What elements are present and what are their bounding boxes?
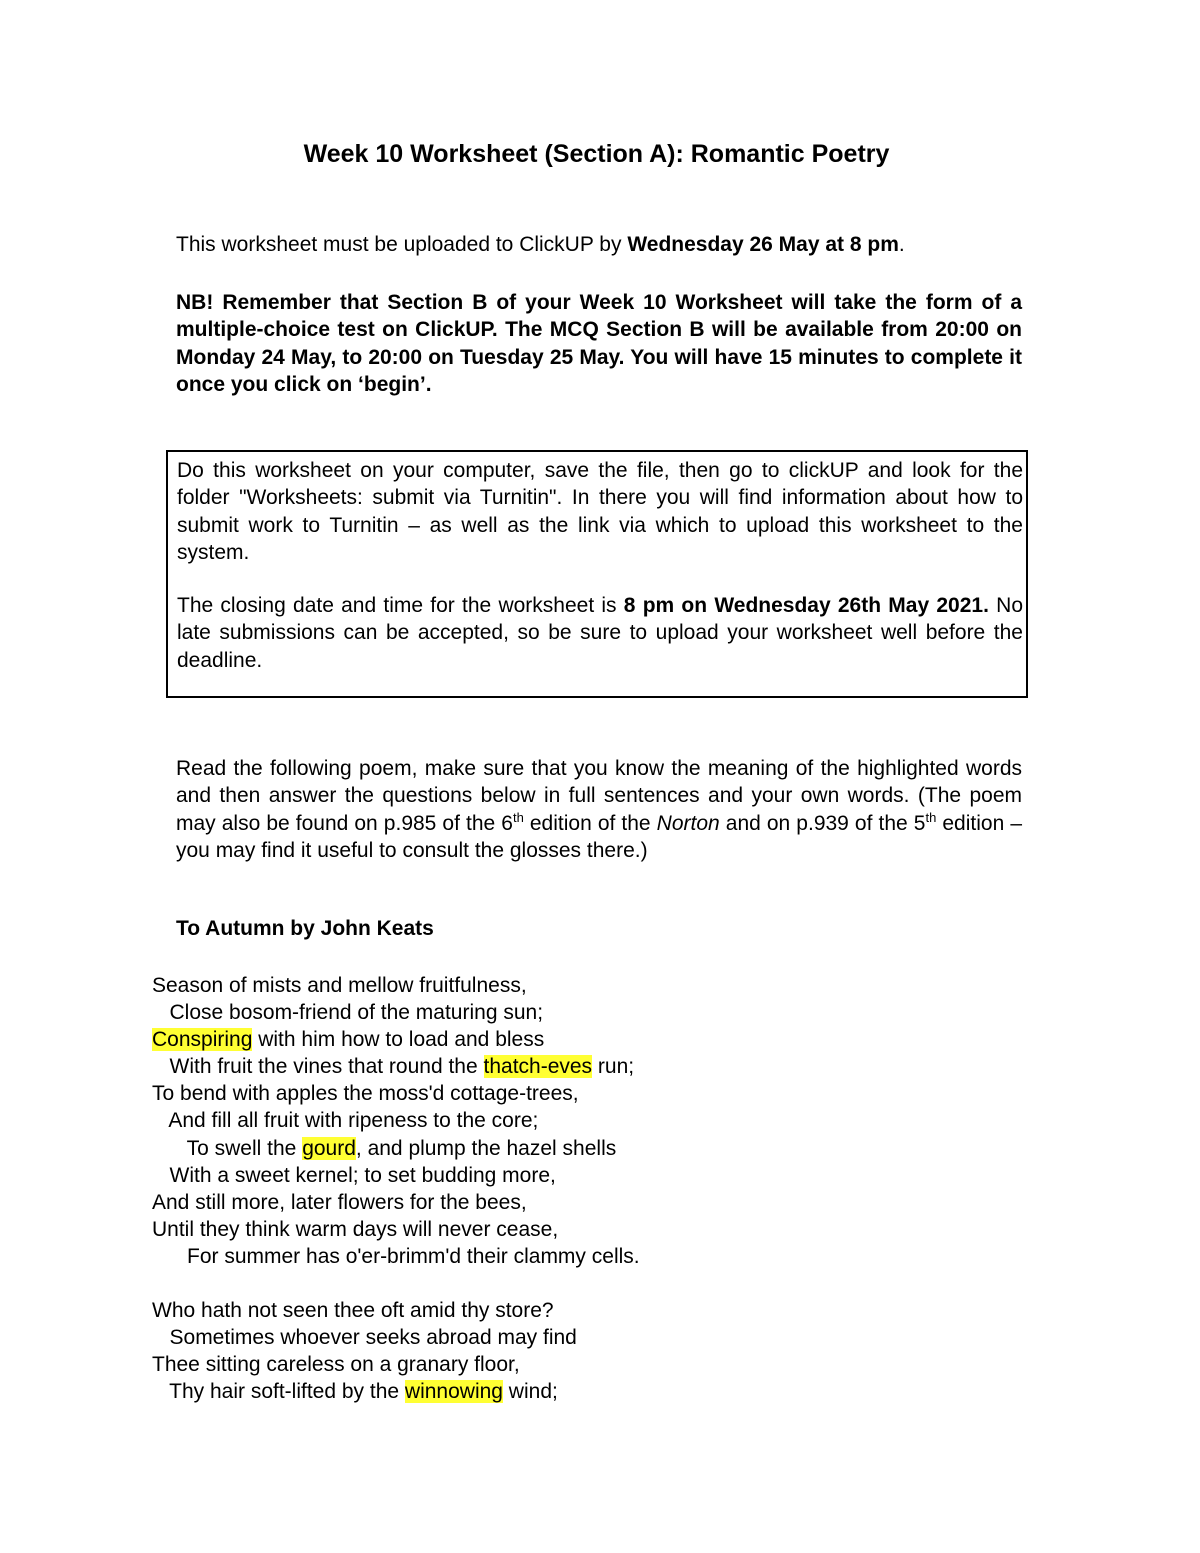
poem-line: [152, 1135, 640, 1162]
poem-line: To bend with apples the moss'd cottage-trees,: [152, 1082, 579, 1106]
upload-deadline-date: Wednesday 26 May at 8 pm: [627, 233, 899, 256]
poem-line: Until they think warm days will never cease,: [152, 1217, 559, 1241]
upload-deadline-text: This worksheet must be uploaded to ClickUP by: [176, 233, 628, 256]
poem-line-text: Thy hair soft-lifted by the: [152, 1380, 405, 1404]
highlighted-word-conspiring: Conspiring: [152, 1028, 253, 1052]
superscript-th-2: th: [925, 809, 937, 825]
instructions-part-1: Read the following poem, make sure that you know the meaning of the highlighted words and then answer the questions below in full sentences and your own words. (The poem may also be found on p.985 of the 6: [176, 757, 1022, 835]
poem-line: With a sweet kernel; to set budding more,: [152, 1163, 556, 1187]
highlighted-word-thatch-eves: thatch-eves: [483, 1055, 593, 1079]
poem-line: [152, 1053, 640, 1080]
superscript-th-1: th: [512, 809, 524, 825]
poem-line: [152, 1378, 640, 1405]
closing-date-text: The closing date and time for the worksheet is: [177, 594, 624, 617]
poem-line: Sometimes whoever seeks abroad may find: [152, 1326, 577, 1350]
poem-line: And fill all fruit with ripeness to the core;: [152, 1109, 539, 1133]
poem-text: [152, 972, 640, 1406]
upload-deadline-end: .: [898, 233, 905, 256]
highlighted-word-winnowing: winnowing: [404, 1380, 503, 1404]
poem-line: Close bosom-friend of the maturing sun;: [152, 1001, 544, 1025]
late-submission-warning: No late submissions can be accepted, so be sure to upload your worksheet well before the deadline.: [177, 594, 1023, 672]
poem-line-text: wind;: [502, 1380, 558, 1404]
upload-deadline-line: [176, 231, 1022, 258]
poem-line: [152, 1026, 640, 1053]
instructions-part-2: edition of the: [523, 811, 657, 835]
closing-date-value: 8 pm on Wednesday 26th May 2021.: [623, 594, 989, 617]
poem-title: To Autumn by John Keats: [176, 917, 434, 940]
submission-info-box: [166, 450, 1028, 698]
instructions-part-4: edition – you may find it useful to consult the glosses there.): [176, 811, 1022, 862]
reading-instructions: [176, 755, 1022, 864]
poem-line-text: With fruit the vines that round the: [152, 1055, 484, 1079]
nb-notice: NB! Remember that Section B of your Week 10 Worksheet will take the form of a multiple-choice test on ClickUP. The MCQ Section B will be available from 20:00 on Monday 24 May, to 20:00 on Tuesday 25 May. You will have 15 minutes to complete it once you click on ‘begin’.: [176, 291, 1022, 396]
poem-line: For summer has o'er-brimm'd their clammy cells.: [152, 1244, 640, 1268]
norton-title: Norton: [656, 811, 720, 835]
poem-line: Who hath not seen thee oft amid thy store?: [152, 1299, 554, 1323]
poem-line-text: with him how to load and bless: [252, 1028, 545, 1052]
stanza-break: [152, 1270, 640, 1297]
page-title: Week 10 Worksheet (Section A): Romantic Poetry: [303, 140, 890, 168]
instructions-part-3: and on p.939 of the 5: [719, 811, 926, 835]
highlighted-word-gourd: gourd: [302, 1136, 356, 1160]
submission-instructions: Do this worksheet on your computer, save the file, then go to clickUP and look for the folder "Worksheets: submit via Turnitin". In there you will find information about how to submit work to Turnitin – as well as the link via which to upload this worksheet to the system.: [177, 459, 1023, 564]
poem-line: Season of mists and mellow fruitfulness,: [152, 974, 527, 997]
poem-line-text: , and plump the hazel shells: [355, 1136, 617, 1160]
poem-line: Thee sitting careless on a granary floor,: [152, 1353, 520, 1377]
poem-line-text: To swell the: [152, 1136, 303, 1160]
closing-date-notice: [177, 592, 1023, 674]
poem-line: And still more, later flowers for the bees,: [152, 1190, 527, 1214]
poem-line-text: run;: [592, 1055, 635, 1079]
